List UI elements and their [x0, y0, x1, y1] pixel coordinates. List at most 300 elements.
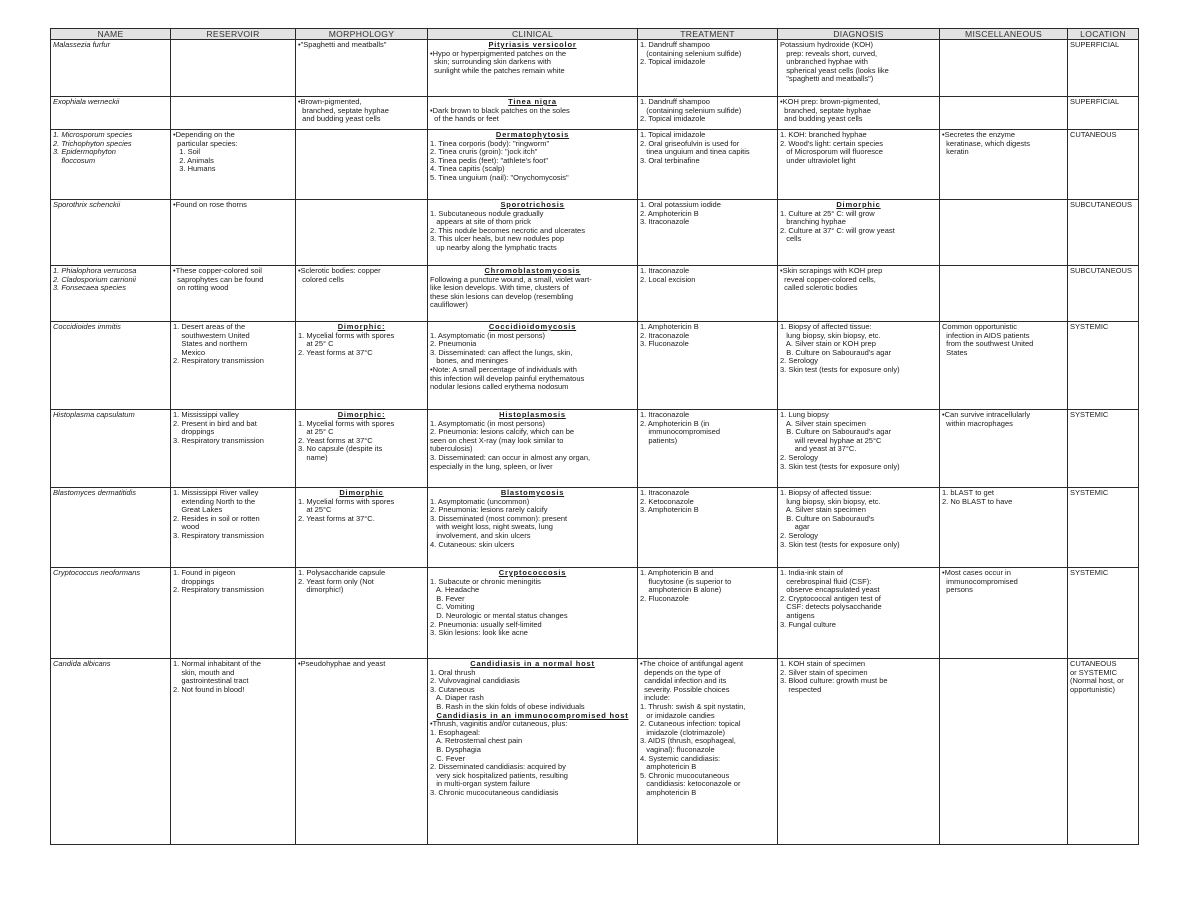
- cell-line: 1. Topical imidazole: [640, 130, 706, 139]
- cell-line: 1. bLAST to get: [942, 488, 994, 497]
- cell-line: 3. Fonsecaea species: [53, 283, 126, 293]
- cell-line: include:: [640, 693, 671, 703]
- cell-location: [1068, 266, 1139, 322]
- cell-line: 1. Itraconazole: [640, 266, 690, 275]
- cell-line: persons: [942, 585, 973, 595]
- cell-line: 1. Culture at 25° C: will grow: [780, 208, 875, 218]
- cell-line: lung biopsy, skin biopsy, etc.: [780, 330, 881, 340]
- cell-line: D. Neurologic or mental status changes: [430, 610, 568, 620]
- cell-location: [1068, 488, 1139, 568]
- cell-name: [51, 488, 171, 568]
- cell-line: seen on chest X-ray (may look similar to: [430, 435, 564, 445]
- cell-line: 1. Mycelial forms with spores: [298, 496, 395, 506]
- cell-name: [51, 568, 171, 659]
- cell-line: A. Retrosternal chest pain: [430, 736, 523, 746]
- cell-misc: [940, 659, 1068, 845]
- cell-clinical: [428, 659, 638, 845]
- cell-line: 2. Itraconazole: [640, 330, 690, 340]
- cell-line: on rotting wood: [173, 283, 229, 293]
- cell-line: infection in AIDS patients: [942, 330, 1030, 340]
- cell-line: floccosum: [53, 155, 96, 165]
- cell-clinical: [428, 200, 638, 266]
- cell-line: 2. Disseminated candidiasis: acquired by: [430, 762, 566, 772]
- cell-line: 2. Pneumonia: usually self-limited: [430, 619, 542, 629]
- cell-line: colored cells: [298, 274, 344, 284]
- cell-line: 3. Itraconazole: [640, 217, 690, 227]
- cell-line: will reveal hyphae at 25°C: [780, 435, 882, 445]
- cell-line: and budding yeast cells: [780, 114, 863, 124]
- cell-line: 2. Oral griseofulvin is used for: [640, 138, 740, 148]
- cell-diagnosis: [778, 488, 940, 568]
- cell-line: 2. Not found in blood!: [173, 684, 245, 694]
- cell-reservoir: [171, 322, 296, 410]
- cell-line: SUPERFICIAL: [1070, 40, 1120, 49]
- table-row: [51, 200, 1139, 266]
- cell-line: 3. Disseminated: can affect the lungs, skin,: [430, 347, 573, 357]
- cell-line: •Pseudohyphae and yeast: [298, 659, 386, 668]
- cell-line: amphotericin B alone): [640, 585, 722, 595]
- cell-line: or imidazole candies: [640, 710, 715, 720]
- cell-line: SYSTEMIC: [1070, 410, 1109, 419]
- cell-line: (containing selenium sulfide): [640, 48, 742, 58]
- cell-line: within macrophages: [942, 418, 1013, 428]
- cell-line: CSF: detects polysaccharide: [780, 602, 882, 612]
- cell-line: skin, mouth and: [173, 667, 235, 677]
- cell-line: 1. Found in pigeon: [173, 568, 236, 577]
- cell-line: 2. Yeast forms at 37°C.: [298, 513, 375, 523]
- cell-title: Dimorphic: [339, 488, 384, 497]
- cell-line: 1. Tinea corporis (body): "ringworm": [430, 138, 550, 148]
- cell-line: involvement, and skin ulcers: [430, 530, 531, 540]
- cell-line: Potassium hydroxide (KOH): [780, 40, 873, 49]
- cell-reservoir: [171, 488, 296, 568]
- cell-morphology: [296, 130, 428, 200]
- cell-line: especially in the lung, spleen, or liver: [430, 461, 553, 471]
- cell-reservoir: [171, 659, 296, 845]
- cell-line: severity. Possible choices: [640, 684, 730, 694]
- table-row: [51, 130, 1139, 200]
- cell-reservoir: [171, 200, 296, 266]
- header-row: [51, 29, 1139, 40]
- cell-line: 3. Disseminated (most common): present: [430, 513, 568, 523]
- cell-title: Dimorphic: [836, 200, 881, 209]
- cell-line: sunlight while the patches remain white: [430, 65, 565, 75]
- cell-line: 1. Polysaccharide capsule: [298, 568, 386, 577]
- cell-line: 2. Culture at 37° C: will grow yeast: [780, 225, 895, 235]
- cell-line: •Found on rose thorns: [173, 200, 247, 209]
- cell-line: "spaghetti and meatballs"): [780, 74, 874, 84]
- cell-line: 1. KOH stain of specimen: [780, 659, 866, 668]
- table-row: [51, 410, 1139, 488]
- cell-misc: [940, 40, 1068, 97]
- cell-line: 3. Humans: [173, 164, 216, 174]
- cell-diagnosis: [778, 266, 940, 322]
- cell-location: [1068, 659, 1139, 845]
- cell-line: Coccidioides immitis: [53, 322, 121, 331]
- cell-line: 5. Tinea unguium (nail): "Onychomycosis": [430, 172, 569, 182]
- cell-line: Histoplasma capsulatum: [53, 410, 135, 419]
- cell-line: at 25° C: [298, 339, 334, 349]
- cell-line: branched, septate hyphae: [780, 105, 871, 115]
- cell-line: Candida albicans: [53, 659, 111, 668]
- cell-morphology: [296, 488, 428, 568]
- cell-line: spherical yeast cells (looks like: [780, 65, 889, 75]
- cell-line: 4. Tinea capitis (scalp): [430, 164, 505, 174]
- cell-line: Great Lakes: [173, 505, 223, 515]
- cell-line: •Can survive intracellularly: [942, 410, 1031, 419]
- cell-line: 2. No BLAST to have: [942, 496, 1013, 506]
- cell-line: C. Fever: [430, 753, 466, 763]
- cell-line: name): [298, 452, 328, 462]
- cell-treatment: [638, 97, 778, 130]
- cell-title: Cryptococcosis: [498, 568, 567, 577]
- cell-line: 2. This nodule becomes necrotic and ulcerates: [430, 225, 585, 235]
- cell-line: 1. Subcutaneous nodule gradually: [430, 208, 544, 218]
- cell-line: amphotericin B: [640, 787, 697, 797]
- header-name: NAME: [51, 29, 171, 40]
- cell-name: [51, 322, 171, 410]
- cell-line: •Note: A small percentage of individuals with: [430, 364, 577, 374]
- cell-line: C. Vomiting: [430, 602, 475, 612]
- cell-line: •KOH prep: brown-pigmented,: [780, 97, 881, 106]
- cell-line: from the southwest United: [942, 339, 1034, 349]
- cell-misc: [940, 488, 1068, 568]
- cell-line: 3. Oral terbinafine: [640, 155, 700, 165]
- cell-name: [51, 266, 171, 322]
- cell-morphology: [296, 97, 428, 130]
- header-morphology: MORPHOLOGY: [296, 29, 428, 40]
- cell-line: •Sclerotic bodies: copper: [298, 266, 381, 275]
- cell-line: 1. Mycelial forms with spores: [298, 418, 395, 428]
- cell-line: bones, and meninges: [430, 356, 508, 366]
- cell-treatment: [638, 488, 778, 568]
- cell-line: southwestern United: [173, 330, 250, 340]
- cell-location: [1068, 200, 1139, 266]
- cell-morphology: [296, 266, 428, 322]
- cell-line: (Normal host, or: [1070, 676, 1124, 686]
- cell-line: 1. Mississippi valley: [173, 410, 239, 419]
- cell-name: [51, 40, 171, 97]
- header-location: LOCATION: [1068, 29, 1139, 40]
- cell-line: 1. Amphotericin B: [640, 322, 699, 331]
- cell-name: [51, 200, 171, 266]
- cell-line: 3. Chronic mucocutaneous candidiasis: [430, 787, 559, 797]
- cell-line: Malassezia furfur: [53, 40, 111, 49]
- cell-line: 2. Cryptococcal antigen test of: [780, 593, 881, 603]
- cell-line: cells: [780, 234, 802, 244]
- cell-line: •Secretes the enzyme: [942, 130, 1016, 139]
- cell-line: SUBCUTANEOUS: [1070, 200, 1132, 209]
- table-row: [51, 659, 1139, 845]
- cell-line: 2. Tinea cruris (groin): "jock itch": [430, 147, 538, 157]
- cell-line: under ultraviolet light: [780, 155, 856, 165]
- cell-line: 2. Present in bird and bat: [173, 418, 257, 428]
- cell-line: A. Silver stain specimen: [780, 505, 866, 515]
- cell-line: 1. India-ink stain of: [780, 568, 843, 577]
- cell-line: 2. Amphotericin B (in: [640, 418, 710, 428]
- cell-line: 3. Amphotericin B: [640, 505, 699, 515]
- cell-line: vaginal): fluconazole: [640, 744, 715, 754]
- cell-line: 1. Esophageal:: [430, 727, 481, 737]
- cell-reservoir: [171, 40, 296, 97]
- cell-treatment: [638, 130, 778, 200]
- cell-line: and yeast at 37°C.: [780, 444, 857, 454]
- cell-line: respected: [780, 684, 822, 694]
- cell-line: 3. Fluconazole: [640, 339, 689, 349]
- cell-line: 3. Disseminated: can occur in almost any organ,: [430, 452, 591, 462]
- cell-line: 2. Yeast form only (Not: [298, 576, 374, 586]
- cell-line: 3. Skin test (tests for exposure only): [780, 461, 900, 471]
- cell-line: called sclerotic bodies: [780, 283, 858, 293]
- cell-clinical: [428, 130, 638, 200]
- cell-line: 1. Subacute or chronic meningitis: [430, 576, 541, 586]
- cell-line: Cryptococcus neoformans: [53, 568, 141, 577]
- cell-line: 3. Epidermophyton: [53, 147, 116, 157]
- cell-line: (containing selenium sulfide): [640, 105, 742, 115]
- cell-line: wood: [173, 522, 200, 532]
- cell-line: 2. Fluconazole: [640, 593, 689, 603]
- cell-line: 2. Yeast forms at 37°C: [298, 347, 373, 357]
- cell-line: •Most cases occur in: [942, 568, 1011, 577]
- header-miscellaneous: MISCELLANEOUS: [940, 29, 1068, 40]
- cell-line: 1. Itraconazole: [640, 488, 690, 497]
- cell-line: tuberculosis): [430, 444, 473, 454]
- cell-title: Dermatophytosis: [495, 130, 570, 139]
- cell-title: Pityriasis versicolor: [488, 40, 577, 49]
- cell-line: 2. Vulvovaginal candidiasis: [430, 676, 520, 686]
- cell-misc: [940, 200, 1068, 266]
- cell-morphology: [296, 568, 428, 659]
- cell-line: •The choice of antifungal agent: [640, 659, 744, 668]
- cell-line: 3. AIDS (thrush, esophageal,: [640, 736, 736, 746]
- cell-diagnosis: [778, 568, 940, 659]
- cell-line: keratin: [942, 147, 969, 157]
- cell-line: 5. Chronic mucocutaneous: [640, 770, 730, 780]
- cell-line: immunocompromised: [640, 427, 721, 437]
- cell-misc: [940, 266, 1068, 322]
- header-reservoir: RESERVOIR: [171, 29, 296, 40]
- cell-line: branched, septate hyphae: [298, 105, 389, 115]
- cell-line: 3. This ulcer heals, but new nodules pop: [430, 234, 565, 244]
- cell-clinical: [428, 488, 638, 568]
- cell-line: 2. Animals: [173, 155, 214, 165]
- cell-line: SYSTEMIC: [1070, 568, 1109, 577]
- cell-line: 2. Respiratory transmission: [173, 585, 264, 595]
- cell-title: Dimorphic:: [337, 322, 386, 331]
- cell-line: 1. Dandruff shampoo: [640, 40, 710, 49]
- cell-line: 1. Itraconazole: [640, 410, 690, 419]
- cell-line: •Thrush, vaginitis and/or cutaneous, plus:: [430, 719, 568, 729]
- cell-line: •"Spaghetti and meatballs": [298, 40, 387, 49]
- cell-line: keratinase, which digests: [942, 138, 1030, 148]
- cell-treatment: [638, 200, 778, 266]
- cell-name: [51, 97, 171, 130]
- cell-line: SYSTEMIC: [1070, 322, 1109, 331]
- cell-line: nodular lesions called erythema nodosum: [430, 382, 569, 392]
- cell-line: 1. Asymptomatic (in most persons): [430, 330, 546, 340]
- cell-diagnosis: [778, 97, 940, 130]
- cell-line: and budding yeast cells: [298, 114, 381, 124]
- cell-title: Sporotrichosis: [500, 200, 565, 209]
- cell-line: 1. Amphotericin B and: [640, 568, 714, 577]
- cell-line: 2. Amphotericin B: [640, 208, 699, 218]
- cell-line: 2. Serology: [780, 356, 818, 366]
- cell-line: 1. Oral potassium iodide: [640, 200, 721, 209]
- cell-line: saprophytes can be found: [173, 274, 264, 284]
- cell-line: these skin lesions can develop (resembling: [430, 291, 573, 301]
- cell-reservoir: [171, 130, 296, 200]
- cell-line: A. Silver stain or KOH prep: [780, 339, 876, 349]
- cell-reservoir: [171, 97, 296, 130]
- cell-morphology: [296, 410, 428, 488]
- cell-line: tinea unguium and tinea capitis: [640, 147, 750, 157]
- cell-title: Histoplasmosis: [499, 410, 566, 419]
- cell-location: [1068, 97, 1139, 130]
- cell-line: dimorphic!): [298, 585, 344, 595]
- cell-reservoir: [171, 410, 296, 488]
- cell-line: this infection will develop painful erythematous: [430, 373, 585, 383]
- cell-line: CUTANEOUS: [1070, 659, 1117, 668]
- cell-line: 1. Microsporum species: [53, 130, 133, 139]
- cell-line: or SYSTEMIC: [1070, 667, 1118, 677]
- cell-location: [1068, 40, 1139, 97]
- cell-line: A. Diaper rash: [430, 693, 484, 703]
- cell-line: 2. Yeast forms at 37°C: [298, 435, 373, 445]
- cell-location: [1068, 130, 1139, 200]
- cell-line: like lesion develops. With time, clusters of: [430, 283, 569, 293]
- cell-line: of Microsporum will fluoresce: [780, 147, 883, 157]
- cell-name: [51, 659, 171, 845]
- cell-line: 2. Pneumonia: [430, 339, 477, 349]
- cell-misc: [940, 97, 1068, 130]
- cell-line: Blastomyces dermatitidis: [53, 488, 136, 497]
- cell-line: agar: [780, 522, 810, 532]
- header-clinical: CLINICAL: [428, 29, 638, 40]
- cell-line: skin; surrounding skin darkens with: [430, 57, 551, 67]
- cell-line: 1. Oral thrush: [430, 667, 476, 677]
- cell-line: 2. Serology: [780, 530, 818, 540]
- cell-line: B. Dysphagia: [430, 744, 481, 754]
- cell-line: 1. Desert areas of the: [173, 322, 246, 331]
- cell-line: 2. Ketoconazole: [640, 496, 694, 506]
- cell-line: 2. Silver stain of specimen: [780, 667, 868, 677]
- cell-line: extending North to the: [173, 496, 256, 506]
- cell-line: 1. Lung biopsy: [780, 410, 829, 419]
- cell-line: Common opportunistic: [942, 322, 1018, 331]
- cell-line: SUPERFICIAL: [1070, 97, 1120, 106]
- cell-line: 1. Thrush: swish & spit nystatin,: [640, 701, 746, 711]
- table-row: [51, 266, 1139, 322]
- cell-line: 1. KOH: branched hyphae: [780, 130, 867, 139]
- cell-line: B. Culture on Sabouraud's agar: [780, 347, 892, 357]
- cell-line: depends on the type of: [640, 667, 721, 677]
- cell-line: branching hyphae: [780, 217, 846, 227]
- cell-line: •Hypo or hyperpigmented patches on the: [430, 48, 567, 58]
- cell-line: immunocompromised: [942, 576, 1018, 586]
- cell-line: 2. Topical imidazole: [640, 114, 706, 124]
- cell-diagnosis: [778, 322, 940, 410]
- cell-line: patients): [640, 435, 678, 445]
- cell-line: A. Headache: [430, 585, 480, 595]
- cell-diagnosis: [778, 659, 940, 845]
- cell-line: 1. Asymptomatic (in most persons): [430, 418, 546, 428]
- cell-morphology: [296, 40, 428, 97]
- cell-title: Coccidioidomycosis: [488, 322, 577, 331]
- cell-diagnosis: [778, 130, 940, 200]
- cell-line: B. Fever: [430, 593, 465, 603]
- cell-line: States: [942, 347, 968, 357]
- cell-line: up nearby along the lymphatic tracts: [430, 242, 557, 252]
- cell-clinical: [428, 322, 638, 410]
- cell-diagnosis: [778, 40, 940, 97]
- cell-location: [1068, 322, 1139, 410]
- cell-line: B. Rash in the skin folds of obese individuals: [430, 701, 585, 711]
- cell-line: very sick hospitalized patients, resulting: [430, 770, 568, 780]
- cell-line: 3. Respiratory transmission: [173, 530, 264, 540]
- cell-title: Tinea nigra: [508, 97, 557, 106]
- cell-morphology: [296, 200, 428, 266]
- cell-morphology: [296, 659, 428, 845]
- cell-line: 3. Respiratory transmission: [173, 435, 264, 445]
- cell-line: droppings: [173, 427, 215, 437]
- cell-line: CUTANEOUS: [1070, 130, 1117, 139]
- cell-line: particular species:: [173, 138, 238, 148]
- cell-line: 1. Biopsy of affected tissue:: [780, 322, 872, 331]
- table-row: [51, 322, 1139, 410]
- table-row: [51, 40, 1139, 97]
- cell-misc: [940, 322, 1068, 410]
- table-row: [51, 488, 1139, 568]
- cell-treatment: [638, 322, 778, 410]
- cell-line: 4. Systemic candidiasis:: [640, 753, 721, 763]
- cell-line: 3. No capsule (despite its: [298, 444, 383, 454]
- cell-clinical: [428, 568, 638, 659]
- cell-misc: [940, 568, 1068, 659]
- header-treatment: TREATMENT: [638, 29, 778, 40]
- cell-line: 2. Pneumonia: lesions calcify, which can be: [430, 427, 575, 437]
- cell-line: appears at site of thorn prick: [430, 217, 531, 227]
- cell-line: cauliflower): [430, 300, 468, 310]
- cell-treatment: [638, 40, 778, 97]
- cell-misc: [940, 410, 1068, 488]
- cell-morphology: [296, 322, 428, 410]
- cell-line: at 25°C: [298, 505, 332, 515]
- cell-line: SYSTEMIC: [1070, 488, 1109, 497]
- cell-line: A. Silver stain specimen: [780, 418, 866, 428]
- cell-line: 2. Cutaneous infection: topical: [640, 719, 741, 729]
- cell-line: 4. Cutaneous: skin ulcers: [430, 539, 515, 549]
- cell-line: 3. Cutaneous: [430, 684, 475, 694]
- cell-line: of the hands or feet: [430, 114, 499, 124]
- cell-line: 2. Wood's light: certain species: [780, 138, 884, 148]
- table-row: [51, 97, 1139, 130]
- cell-treatment: [638, 659, 778, 845]
- header-diagnosis: DIAGNOSIS: [778, 29, 940, 40]
- cell-clinical: [428, 40, 638, 97]
- cell-clinical: [428, 266, 638, 322]
- cell-line: 3. Skin test (tests for exposure only): [780, 539, 900, 549]
- cell-line: 3. Tinea pedis (feet): "athlete's foot": [430, 155, 549, 165]
- cell-line: lung biopsy, skin biopsy, etc.: [780, 496, 881, 506]
- cell-line: B. Culture on Sabouraud's: [780, 513, 874, 523]
- cell-title: Dimorphic:: [337, 410, 386, 419]
- cell-line: Sporothrix schenckii: [53, 200, 121, 209]
- cell-line: 2. Serology: [780, 452, 818, 462]
- cell-line: unbranched hyphae with: [780, 57, 868, 67]
- cell-location: [1068, 410, 1139, 488]
- cell-title: Chromoblastomycosis: [484, 266, 581, 275]
- cell-name: [51, 130, 171, 200]
